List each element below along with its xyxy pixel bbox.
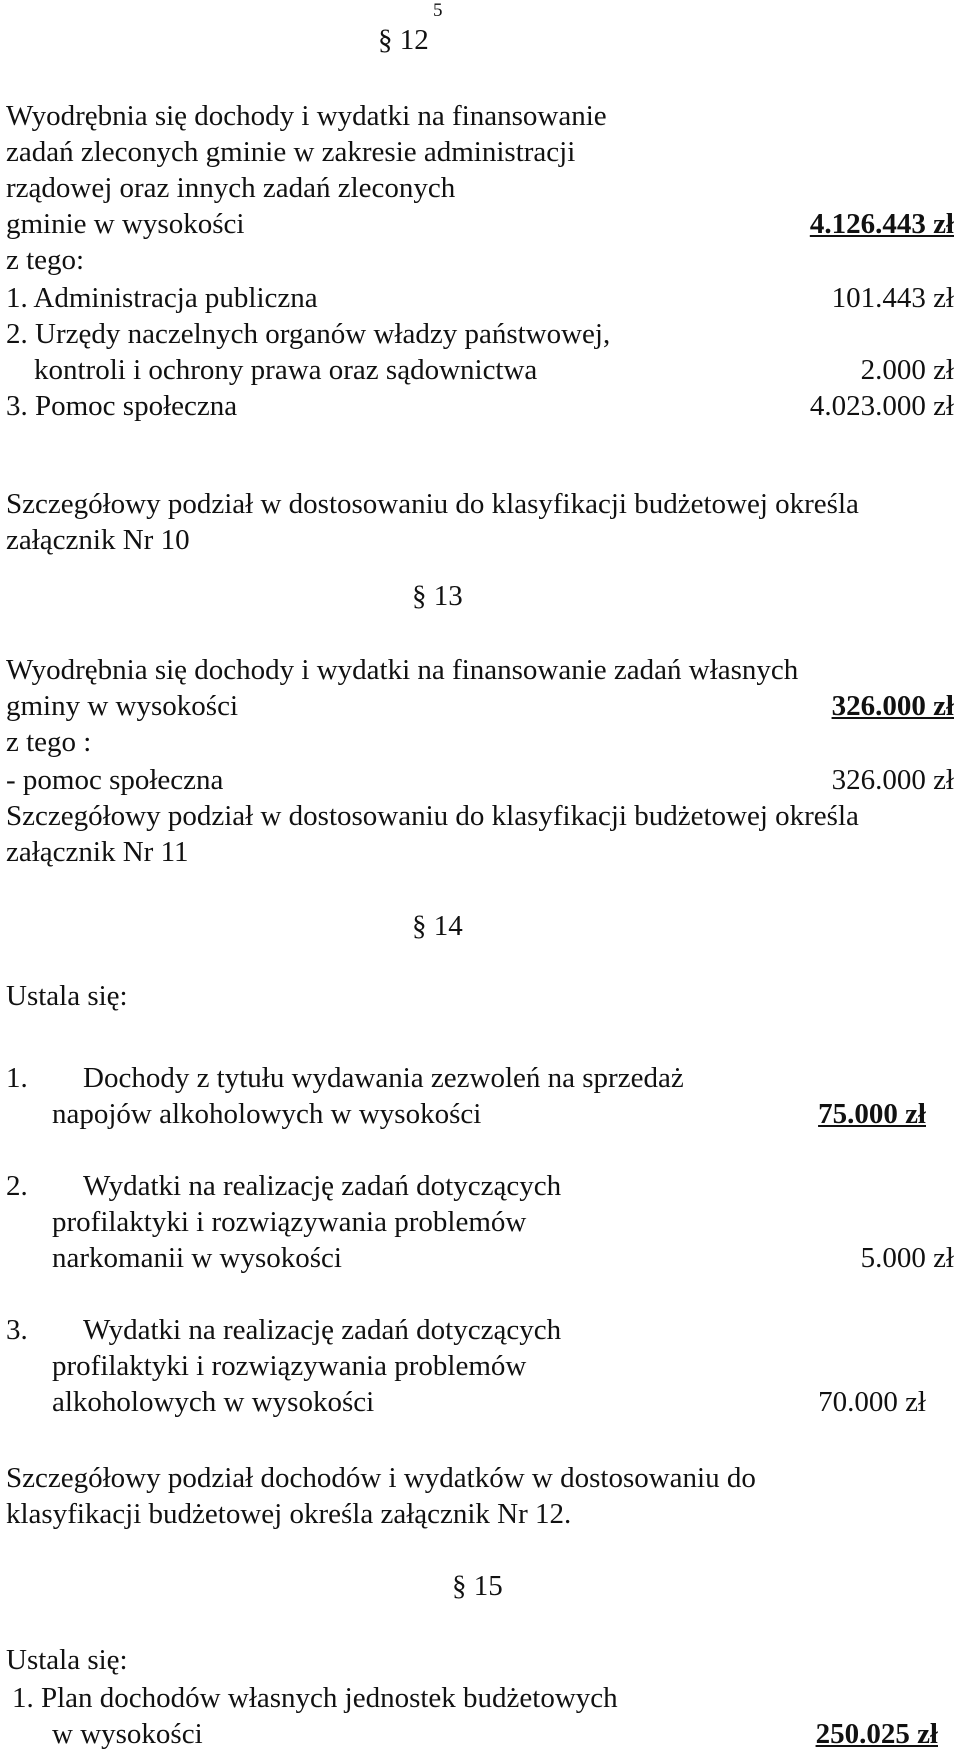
s12-line-3: rządowej oraz innych zadań zleconych	[6, 172, 456, 204]
section-13-heading: § 13	[412, 580, 463, 612]
s12-line-4: gminie w wysokości	[6, 208, 245, 240]
s12-z-tego: z tego:	[6, 244, 85, 276]
s13-item-amount: 326.000 zł	[831, 764, 954, 796]
s13-z-tego: z tego :	[6, 726, 92, 758]
s12-total-amount: 4.126.443 zł	[809, 208, 954, 240]
s14-item-3-line-1: Wydatki na realizację zadań dotyczących	[83, 1314, 562, 1346]
s14-item-3-amount: 70.000 zł	[818, 1386, 926, 1418]
s14-item-1-amount: 75.000 zł	[818, 1098, 926, 1130]
s14-item-1-line-2: napojów alkoholowych w wysokości	[52, 1098, 482, 1130]
s13-note-line-1: Szczegółowy podział w dostosowaniu do klasyfikacji budżetowej określa	[6, 800, 859, 832]
s12-note-line-2: załącznik Nr 10	[6, 524, 190, 556]
page-number: 5	[433, 0, 443, 21]
section-15-heading: § 15	[452, 1570, 503, 1602]
s14-item-2-line-3: narkomanii w wysokości	[52, 1242, 342, 1274]
s14-item-2-number: 2.	[6, 1170, 28, 1202]
s14-note-line-2: klasyfikacji budżetowej określa załącznik Nr 12.	[6, 1498, 572, 1530]
s13-item: - pomoc społeczna	[6, 764, 224, 796]
s14-item-2-line-1: Wydatki na realizację zadań dotyczących	[83, 1170, 562, 1202]
s15-item-1-line-1: 1. Plan dochodów własnych jednostek budżetowych	[12, 1682, 618, 1714]
s12-item-2-amount: 2.000 zł	[860, 354, 954, 386]
s13-line-2: gminy w wysokości	[6, 690, 238, 722]
s14-item-2-line-2: profilaktyki i rozwiązywania problemów	[52, 1206, 527, 1238]
s12-item-2-line-2: kontroli i ochrony prawa oraz sądownictwa	[34, 354, 538, 386]
s15-item-1-line-2: w wysokości	[52, 1718, 203, 1750]
s12-item-3: 3. Pomoc społeczna	[6, 390, 238, 422]
s14-item-1-line-1: Dochody z tytułu wydawania zezwoleń na sprzedaż	[83, 1062, 684, 1094]
s14-item-3-line-3: alkoholowych w wysokości	[52, 1386, 375, 1418]
s13-total-amount: 326.000 zł	[831, 690, 954, 722]
s14-item-2-amount: 5.000 zł	[860, 1242, 954, 1274]
s13-note-line-2: załącznik Nr 11	[6, 836, 189, 868]
s12-note-line-1: Szczegółowy podział w dostosowaniu do klasyfikacji budżetowej określa	[6, 488, 859, 520]
s15-intro: Ustala się:	[6, 1644, 128, 1676]
s12-item-1-amount: 101.443 zł	[831, 282, 954, 314]
s14-intro: Ustala się:	[6, 980, 128, 1012]
s13-line-1: Wyodrębnia się dochody i wydatki na finansowanie zadań własnych	[6, 654, 799, 686]
s14-note-line-1: Szczegółowy podział dochodów i wydatków w dostosowaniu do	[6, 1462, 756, 1494]
s14-item-3-line-2: profilaktyki i rozwiązywania problemów	[52, 1350, 527, 1382]
s14-item-3-number: 3.	[6, 1314, 28, 1346]
s12-item-3-amount: 4.023.000 zł	[809, 390, 954, 422]
s12-item-1: 1. Administracja publiczna	[6, 282, 318, 314]
s12-line-2: zadań zleconych gminie w zakresie administracji	[6, 136, 576, 168]
s12-line-1: Wyodrębnia się dochody i wydatki na finansowanie	[6, 100, 607, 132]
section-12-heading: § 12	[378, 24, 429, 56]
s12-item-2-line-1: 2. Urzędy naczelnych organów władzy państwowej,	[6, 318, 611, 350]
s14-item-1-number: 1.	[6, 1062, 28, 1094]
s15-item-1-amount: 250.025 zł	[815, 1718, 938, 1750]
section-14-heading: § 14	[412, 910, 463, 942]
